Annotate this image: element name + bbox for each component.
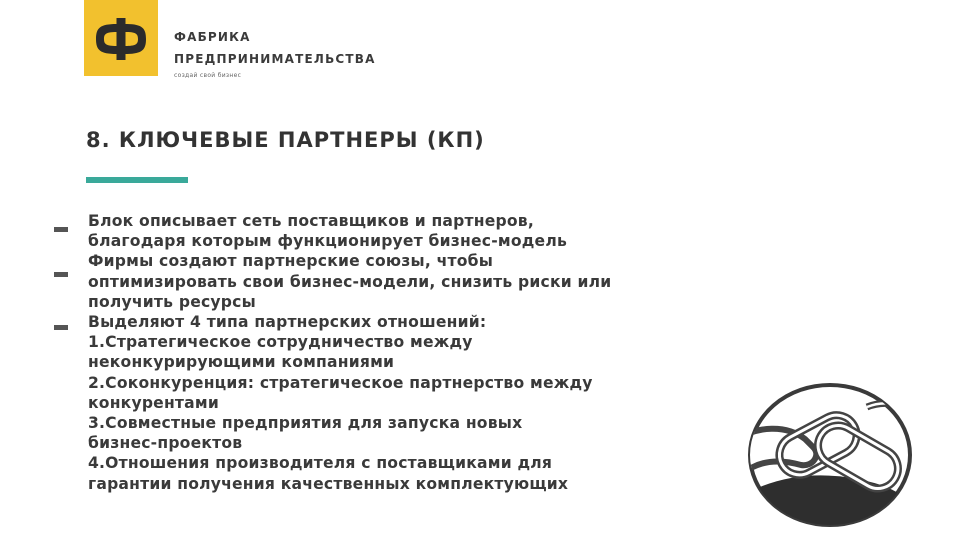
slide-body-text [88,211,748,494]
body-line: 1.Стратегическое сотрудничество между [88,333,473,352]
body-line: получить ресурсы [88,292,256,311]
body-line: 4.Отношения производителя с поставщиками для [88,454,553,473]
chain-links-icon [747,381,913,527]
slide-title: 8. КЛЮЧЕВЫЕ ПАРТНЕРЫ (КП) [86,128,485,152]
body-line: 2.Соконкуренция: стратегическое партнерство между [88,373,593,392]
body-line: 3.Совместные предприятия для запуска новых [88,414,523,433]
body-line: Фирмы создают партнерские союзы, чтобы [88,252,494,271]
body-line: благодаря которым функционирует бизнес-модель [88,232,568,251]
body-line: гарантии получения качественных комплектующих [88,474,569,493]
bullet-dash-3 [54,325,68,330]
title-underline [86,177,188,183]
body-line: конкурентами [88,393,219,412]
brand-logo-icon [94,18,148,60]
body-line: Блок описывает сеть поставщиков и партнеров, [88,212,534,230]
body-line: Выделяют 4 типа партнерских отношений: [88,313,487,332]
brand-name-line1: ФАБРИКА [174,30,251,44]
bullet-dash-2 [54,272,68,277]
brand-tagline: создай свой бизнес [174,72,242,79]
body-line: неконкурирующими компаниями [88,353,395,372]
body-line: оптимизировать свои бизнес-модели, снизить риски или [88,272,612,291]
bullet-dash-1 [54,227,68,232]
body-line: бизнес-проектов [88,434,243,453]
brand-name [174,26,376,70]
brand-logo [84,0,158,76]
brand-name-line2: ПРЕДПРИНИМАТЕЛЬСТВА [174,52,376,66]
